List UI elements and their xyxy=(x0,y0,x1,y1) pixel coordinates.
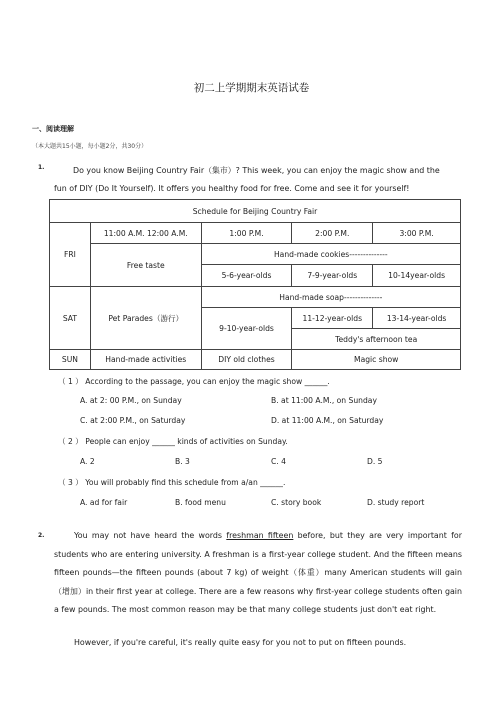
sub-question-3: （ 3 ） You will probably find this schedule from a/an ______. xyxy=(58,478,286,487)
activity-pet-parades: Pet Parades（游行） xyxy=(90,287,201,350)
age-7-9: 7-9-year-olds xyxy=(292,265,373,287)
day-sunday: SUN xyxy=(50,350,91,370)
activity-cookies: Hand-made cookies-------------- xyxy=(201,244,460,265)
age-5-6: 5-6-year-olds xyxy=(201,265,292,287)
question-1-passage-line-2: fun of DIY (Do It Yourself). It offers you healthy food for free. Come and see it for yourself! xyxy=(54,184,410,193)
question-2-passage-line-last: However, if you're careful, it's really quite easy for you not to put on fifteen pounds. xyxy=(74,638,407,647)
question-2-number: 2. xyxy=(38,532,45,539)
activity-handmade: Hand-made activities xyxy=(90,350,201,370)
sub-1-option-b: B. at 11:00 A.M., on Sunday xyxy=(271,396,377,405)
activity-free-taste: Free taste xyxy=(90,244,201,287)
sub-1-option-c: C. at 2:00 P.M., on Saturday xyxy=(80,416,186,425)
sub-3-option-d: D. study report xyxy=(367,498,425,507)
activity-diy-clothes: DIY old clothes xyxy=(201,350,292,370)
day-saturday: SAT xyxy=(50,287,91,350)
schedule-table xyxy=(49,199,461,370)
passage-text: before, but they are very important for students who are entering university. A freshman is a first-year college student. And the fifteen means fifteen pounds—the fifteen pounds (about 7 kg) of weight（体重）many American students will gain（增加）in their first year at college. There are a few reasons why first-year college students often gain a few pounds. The most common reason may be that many college students just don't eat right. xyxy=(54,531,462,615)
time-11-12: 11:00 A.M. 12:00 A.M. xyxy=(90,223,201,244)
time-3pm: 3:00 P.M. xyxy=(373,223,461,244)
time-1pm: 1:00 P.M. xyxy=(201,223,292,244)
sub-question-1: （ 1 ） According to the passage, you can enjoy the magic show ______. xyxy=(58,377,330,386)
sub-question-2: （ 2 ） People can enjoy ______ kinds of activities on Sunday. xyxy=(58,437,288,446)
section-note: （本大题共15小题，每小题2分，共30分） xyxy=(32,143,148,150)
activity-teddy-tea: Teddy's afternoon tea xyxy=(292,329,461,350)
page-title: 初二上学期期末英语试卷 xyxy=(193,82,310,94)
age-13-14: 13-14-year-olds xyxy=(373,308,461,329)
sub-1-option-d: D. at 11:00 A.M., on Saturday xyxy=(271,416,384,425)
age-11-12: 11-12-year-olds xyxy=(292,308,373,329)
question-1-number: 1. xyxy=(38,164,45,171)
passage-underlined-term: freshman fifteen xyxy=(226,531,294,540)
activity-magic-show: Magic show xyxy=(292,350,461,370)
sub-1-option-a: A. at 2: 00 P.M., on Sunday xyxy=(80,396,182,405)
question-2-passage xyxy=(54,527,462,620)
schedule-caption: Schedule for Beijing Country Fair xyxy=(50,200,461,223)
question-1-passage-line-1: Do you know Beijing Country Fair（集市）? This week, you can enjoy the magic show and the xyxy=(73,166,440,175)
day-friday: FRI xyxy=(50,223,91,287)
sub-2-option-b: B. 3 xyxy=(175,457,190,466)
age-10-14: 10-14year-olds xyxy=(373,265,461,287)
activity-soap: Hand-made soap-------------- xyxy=(201,287,460,308)
sub-2-option-c: C. 4 xyxy=(271,457,286,466)
time-2pm: 2:00 P.M. xyxy=(292,223,373,244)
section-heading: 一、阅读理解 xyxy=(32,125,74,133)
sub-2-option-d: D. 5 xyxy=(367,457,383,466)
sub-3-option-a: A. ad for fair xyxy=(80,498,128,507)
sub-3-option-b: B. food menu xyxy=(175,498,226,507)
age-9-10: 9-10-year-olds xyxy=(201,308,292,350)
sub-2-option-a: A. 2 xyxy=(80,457,95,466)
sub-3-option-c: C. story book xyxy=(271,498,322,507)
passage-text: You may not have heard the words xyxy=(74,531,227,540)
